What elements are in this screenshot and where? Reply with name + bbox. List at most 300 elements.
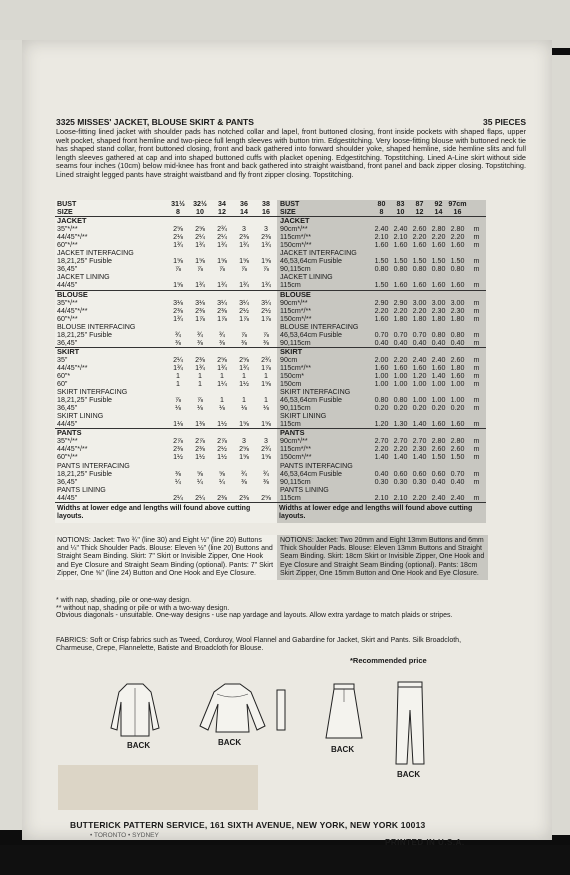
bust-row	[277, 200, 486, 208]
unit-spacer	[467, 208, 486, 216]
row-label: 35"*/**	[57, 437, 78, 446]
yardage-value: 3	[264, 225, 268, 234]
yardage-value: ¼	[219, 477, 225, 486]
row-label: JACKET LINING	[57, 273, 110, 282]
yardage-value: 2⅝	[173, 225, 183, 234]
yardage-value: 1.60	[450, 241, 465, 250]
row-label: 60"*/**	[57, 453, 78, 462]
yardage-value: 1.50	[374, 257, 389, 266]
yardage-value: 2⅛	[173, 233, 183, 242]
unit: m	[473, 314, 480, 323]
unit: m	[473, 445, 480, 454]
unit: m	[473, 477, 480, 486]
yardage-value: 0.30	[412, 477, 427, 486]
row-label: 35"	[57, 355, 68, 364]
row-label: 115cm*/**	[280, 445, 312, 454]
size-value: 10	[196, 208, 204, 217]
yardage-value: 2⅜	[217, 493, 227, 502]
yardage-value: 0.80	[431, 265, 446, 274]
yardage-value: ⅜	[197, 338, 203, 347]
unit: m	[473, 380, 480, 389]
row-label: 150cm*/**	[280, 241, 312, 250]
yardage-value: 2.10	[393, 493, 408, 502]
yardage-value: ⅞	[175, 396, 181, 405]
yardage-value: 0.80	[431, 330, 446, 339]
yardage-value: 1½	[239, 380, 249, 389]
diagonals-note: Obvious diagonals - unsuitable. One-way designs - use nap yardage and layouts. Allow extra yardage to match plaids or stripes.	[56, 612, 453, 619]
yardage-value: ¾	[197, 330, 203, 339]
notions-metric: NOTIONS: Jacket: Two 20mm and Eight 13mm Buttons and 6mm Thick Shoulder Pads. Blouse: Eleven 13mm Buttons and Straight Seam Binding. Skirt: 18cm Skirt or Invisible Zipper, One Hook and Eye Closure and Straight Seam Binding (optional). Pants: 18cm Skirt Zipper, One 15mm Button and One Hook and Eye Closure.	[277, 535, 488, 580]
yardage-value: 2⅝	[217, 355, 227, 364]
yardage-value: 2.80	[450, 437, 465, 446]
row-label: 35"*/**	[57, 225, 78, 234]
yardage-value: 1⅝	[261, 453, 271, 462]
unit: m	[473, 355, 480, 364]
yardage-value: 2⅝	[261, 493, 271, 502]
yardage-value: ¾	[263, 469, 269, 478]
row-label: SKIRT	[280, 347, 303, 356]
yardage-value: 1¾	[173, 241, 183, 250]
yardage-value: 1¾	[217, 281, 227, 290]
yardage-value: 2.70	[393, 437, 408, 446]
yardage-value: 0.70	[450, 469, 465, 478]
bust-label: BUST	[57, 200, 77, 208]
yardage-value: 1.60	[393, 281, 408, 290]
yardage-value: ⅞	[219, 265, 225, 274]
row-label: 115cm	[280, 281, 301, 290]
yardage-value: 2.20	[393, 306, 408, 315]
size-value: 16	[453, 208, 462, 217]
unit-spacer	[467, 200, 486, 208]
row-label: 36,45"	[57, 477, 78, 486]
footnote-nap: * with nap, shading, pile or one-way design.	[56, 597, 192, 604]
yardage-value: 3⅛	[173, 298, 183, 307]
yardage-row	[55, 315, 277, 323]
address-line: • TORONTO • SYDNEY	[90, 832, 159, 839]
yardage-value: ⅜	[241, 477, 247, 486]
row-label: JACKET	[280, 217, 310, 226]
yardage-value: 3	[242, 225, 246, 234]
yardage-value: 2¼	[195, 493, 205, 502]
section-row	[277, 347, 486, 356]
bust-value: 32½	[193, 200, 207, 208]
yardage-value: 2⅞	[217, 437, 227, 446]
row-label: 150cm*	[280, 371, 305, 380]
section-row	[277, 290, 486, 299]
yardage-value: 1.00	[374, 380, 389, 389]
yardage-value: 1¾	[217, 363, 227, 372]
row-label: 36,45"	[57, 404, 78, 413]
fabrics-note: FABRICS: Soft or Crisp fabrics such as Tweed, Corduroy, Wool Flannel and Gabardine for Jacket, Skirt and Pants. Silk Broadcloth, Charmeuse, Crepe, Flannelette, Batiste and Broadcloth for Blouse.	[56, 637, 462, 653]
widths-note: Widths at lower edge and lengths will found above cutting layouts.	[55, 502, 277, 523]
yardage-value: 0.40	[374, 338, 389, 347]
yardage-value: 0.20	[450, 404, 465, 413]
yardage-value: 0.40	[374, 469, 389, 478]
yardage-value: 1½	[195, 453, 205, 462]
row-label: 44/45"	[57, 281, 78, 290]
yardage-value: ⅞	[175, 265, 181, 274]
bust-row	[55, 200, 277, 208]
yardage-value: 2.30	[412, 445, 427, 454]
yardage-value: 2⅝	[239, 445, 249, 454]
yardage-value: 2.40	[374, 225, 389, 234]
yardage-value: 1	[198, 380, 202, 389]
yardage-row	[55, 445, 277, 453]
yardage-value: 1.60	[393, 241, 408, 250]
row-label: BLOUSE	[280, 290, 311, 299]
yardage-value: 2.40	[450, 493, 465, 502]
row-label: 36,45"	[57, 338, 78, 347]
yardage-value: 2.20	[412, 306, 427, 315]
yardage-value: 2¼	[195, 233, 205, 242]
yardage-value: ⅛	[197, 404, 203, 413]
yardage-value: 2.60	[412, 225, 427, 234]
yardage-row	[55, 249, 277, 257]
row-label: 18,21,25" Fusible	[57, 257, 112, 266]
yardage-value: ⅛	[241, 404, 247, 413]
yardage-value: 1.60	[450, 281, 465, 290]
yardage-row	[55, 478, 277, 486]
yardage-value: 2½	[217, 445, 227, 454]
yardage-value: 0.20	[431, 404, 446, 413]
row-label: 44/45"*/**	[57, 233, 88, 242]
row-label: 60"*	[57, 371, 71, 380]
row-label: 115cm*/**	[280, 233, 312, 242]
yardage-value: 1⅞	[261, 314, 271, 323]
yardage-value: ¼	[175, 477, 181, 486]
jacket-back-sketch	[105, 680, 165, 740]
yardage-row	[277, 323, 486, 331]
row-label: 115cm*/**	[280, 306, 312, 315]
size-value: 14	[434, 208, 443, 217]
yardage-value: 1.60	[412, 241, 427, 250]
yardage-value: 2⅜	[217, 306, 227, 315]
yardage-value: 2.80	[431, 437, 446, 446]
unit: m	[473, 493, 480, 502]
size-value: 10	[396, 208, 405, 217]
yardage-value: 1.00	[450, 396, 465, 405]
yardage-value: 1.40	[431, 371, 446, 380]
yardage-value: 3.00	[431, 298, 446, 307]
unit: m	[473, 330, 480, 339]
size-value: 8	[379, 208, 384, 217]
row-label: 46,53,64cm Fusible	[280, 469, 342, 478]
yardage-value: 1½	[173, 453, 183, 462]
section-row	[55, 290, 277, 299]
yardage-value: 2.20	[431, 233, 446, 242]
yardage-value: 0.20	[412, 404, 427, 413]
row-label: 115cm	[280, 420, 301, 429]
row-label: 18,21,25" Fusible	[57, 330, 112, 339]
yardage-value: 3.00	[412, 298, 427, 307]
yardage-row	[277, 437, 486, 445]
yardage-value: 3	[242, 437, 246, 446]
yardage-value: 1⅛	[173, 420, 183, 429]
yardage-value: 1.60	[431, 281, 446, 290]
yardage-value: 0.40	[412, 338, 427, 347]
yardage-value: 2.00	[374, 355, 389, 364]
bust-value: 92	[434, 200, 443, 208]
price-stain	[58, 765, 258, 810]
yardage-value: 1.50	[450, 257, 465, 266]
row-label: 18,21,25" Fusible	[57, 469, 112, 478]
yardage-value: 1¾	[195, 281, 205, 290]
yardage-value: 1.30	[393, 420, 408, 429]
size-row	[277, 208, 486, 216]
bust-value: 97cm	[448, 200, 467, 208]
yardage-value: 1⅞	[261, 363, 271, 372]
yardage-row	[277, 315, 486, 323]
yardage-value: 2.80	[450, 225, 465, 234]
row-label: JACKET	[57, 217, 87, 226]
yardage-value: 1⅝	[261, 257, 271, 266]
yardage-value: ⅞	[197, 265, 203, 274]
yardage-value: 0.80	[450, 330, 465, 339]
yardage-value: 2.40	[431, 355, 446, 364]
section-row	[55, 428, 277, 437]
yardage-value: 0.70	[412, 330, 427, 339]
yardage-value: 1⅝	[173, 281, 183, 290]
yardage-value: 1¼	[217, 380, 227, 389]
yardage-value: 1.60	[431, 420, 446, 429]
yardage-value: 1⅝	[239, 420, 249, 429]
yardage-row	[277, 404, 486, 412]
yardage-row	[277, 339, 486, 347]
yardage-value: ⅞	[263, 265, 269, 274]
yardage-value: 1⅝	[217, 257, 227, 266]
pants-back-sketch	[388, 680, 433, 768]
row-label: 46,53,64cm Fusible	[280, 330, 342, 339]
yardage-value: 2.40	[431, 493, 446, 502]
notions-inches: NOTIONS: Jacket: Two ¾" (line 30) and Eight ½" (line 20) Buttons and ¼" Thick Shoulder Pads. Blouse: Eleven ½" (line 20) Buttons and Straight Seam Binding. Skirt: 7" Skirt or Invisible Zipper, One Hook and Eye Closure and Straight Seam Binding (optional). Pants: 7" Skirt Zipper, One ⅝" (line 24) Button and One Hook and Eye Closure.	[55, 535, 277, 580]
unit: m	[473, 257, 480, 266]
yardage-row	[55, 257, 277, 265]
yardage-value: 1.50	[431, 453, 446, 462]
yardage-value: 1	[176, 371, 180, 380]
yardage-value: 1	[264, 396, 268, 405]
unit: m	[473, 371, 480, 380]
yardage-value: 2.20	[450, 233, 465, 242]
unit: m	[473, 265, 480, 274]
yardage-row	[55, 241, 277, 249]
yardage-row	[277, 486, 486, 494]
yardage-value: 1⅝	[239, 257, 249, 266]
size-value: 12	[218, 208, 226, 217]
yardage-row	[55, 331, 277, 339]
yardage-value: 1.50	[393, 257, 408, 266]
yardage-row	[277, 299, 486, 307]
yardage-row	[277, 241, 486, 249]
yardage-row	[277, 225, 486, 233]
section-row	[55, 347, 277, 356]
yardage-value: 0.20	[393, 404, 408, 413]
yardage-row	[55, 420, 277, 428]
yardage-value: 1.50	[374, 281, 389, 290]
pattern-title: MISSES' JACKET, BLOUSE SKIRT & PANTS	[77, 117, 254, 127]
yardage-value: 1.20	[412, 371, 427, 380]
yardage-value: 1⅝	[173, 257, 183, 266]
yardage-value: 2.20	[412, 233, 427, 242]
yardage-value: 0.80	[393, 396, 408, 405]
yardage-row	[55, 364, 277, 372]
row-label: 150cm*/**	[280, 453, 312, 462]
yardage-value: 2⅜	[239, 233, 249, 242]
yardage-value: 0.80	[393, 265, 408, 274]
yardage-value: 2.10	[374, 233, 389, 242]
yardage-value: 1.80	[412, 314, 427, 323]
yardage-row	[277, 445, 486, 453]
yardage-row	[55, 299, 277, 307]
yardage-value: 2¾	[261, 445, 271, 454]
yardage-value: 1	[176, 380, 180, 389]
yardage-value: 1	[242, 371, 246, 380]
yardage-row	[277, 462, 486, 470]
yardage-row	[277, 364, 486, 372]
bust-value: 38	[262, 200, 270, 208]
yardage-value: 3¼	[261, 298, 271, 307]
unit: m	[473, 233, 480, 242]
row-label: BLOUSE INTERFACING	[57, 322, 136, 331]
yardage-value: 1.00	[431, 396, 446, 405]
size-value: 8	[176, 208, 180, 217]
unit: m	[473, 396, 480, 405]
yardage-value: 3	[264, 437, 268, 446]
yardage-value: 2.90	[374, 298, 389, 307]
yardage-value: 0.30	[374, 477, 389, 486]
yardage-value: 3¼	[217, 298, 227, 307]
yardage-value: 2.20	[412, 493, 427, 502]
row-label: 150cm*/**	[280, 314, 312, 323]
yardage-value: 1.50	[450, 453, 465, 462]
yardage-value: 1.00	[393, 380, 408, 389]
yardage-value: 1.80	[431, 314, 446, 323]
yardage-value: 2⅜	[195, 355, 205, 364]
yardage-row	[277, 356, 486, 364]
yardage-value: 0.80	[374, 265, 389, 274]
back-label-pants: BACK	[397, 770, 421, 779]
yardage-value: 0.60	[393, 469, 408, 478]
yardage-row	[277, 494, 486, 502]
yardage-value: ⅝	[197, 469, 203, 478]
yardage-value: 2.70	[374, 437, 389, 446]
yardage-value: ¾	[175, 330, 181, 339]
yardage-row	[55, 453, 277, 461]
yardage-row	[277, 388, 486, 396]
footnote-without-nap: ** without nap, shading or pile or with a two-way design.	[56, 605, 230, 613]
size-label: SIZE	[57, 208, 73, 217]
row-label: 90,115cm	[280, 404, 311, 413]
yardage-value: ⅞	[263, 330, 269, 339]
pattern-number: 3325	[56, 117, 75, 127]
row-label: 44/45"*/**	[57, 306, 88, 315]
yardage-value: 1.60	[450, 371, 465, 380]
size-row	[55, 208, 277, 216]
yardage-row	[277, 412, 486, 420]
yardage-value: 2.20	[393, 355, 408, 364]
publisher-line: BUTTERICK PATTERN SERVICE, 161 SIXTH AVENUE, NEW YORK, NEW YORK 10013	[70, 820, 426, 830]
yardage-value: ¾	[241, 469, 247, 478]
yardage-value: 1.80	[393, 314, 408, 323]
yardage-value: ⅞	[197, 396, 203, 405]
row-label: 46,53,64cm Fusible	[280, 396, 342, 405]
yardage-value: 1.60	[374, 241, 389, 250]
yardage-value: 1⅞	[239, 314, 249, 323]
yardage-value: 1.60	[393, 363, 408, 372]
row-label: 44/45"*/**	[57, 363, 88, 372]
section-row	[55, 216, 277, 225]
yardage-value: 2.60	[431, 445, 446, 454]
row-label: SKIRT	[57, 347, 80, 356]
row-label: 60"*/**	[57, 241, 78, 250]
yardage-value: 0.40	[393, 338, 408, 347]
yardage-value: 0.30	[393, 477, 408, 486]
yardage-value: 0.80	[450, 265, 465, 274]
yardage-value: 1¾	[261, 281, 271, 290]
row-label: 44/45"*/**	[57, 445, 88, 454]
yardage-value: 0.40	[450, 338, 465, 347]
yardage-value: 0.40	[431, 338, 446, 347]
yardage-row	[277, 396, 486, 404]
yardage-value: 1.50	[412, 257, 427, 266]
yardage-value: 2⅝	[239, 355, 249, 364]
bust-value: 83	[396, 200, 405, 208]
yardage-table-inches	[55, 200, 277, 523]
row-label: 44/45"	[57, 420, 78, 429]
waistband-sketch	[274, 688, 288, 733]
yardage-value: ¾	[219, 330, 225, 339]
unit: m	[473, 338, 480, 347]
yardage-row	[55, 273, 277, 281]
yardage-value: 2.60	[450, 355, 465, 364]
recommended-price: *Recommended price	[350, 656, 427, 665]
yardage-value: 1.00	[393, 371, 408, 380]
yardage-value: ⅛	[219, 404, 225, 413]
yardage-value: 1.50	[431, 257, 446, 266]
unit: m	[473, 225, 480, 234]
yardage-value: 1.60	[374, 314, 389, 323]
yardage-value: 1¾	[195, 241, 205, 250]
yardage-value: 1.00	[412, 396, 427, 405]
pieces-count: 35 PIECES	[483, 117, 526, 127]
yardage-value: 2⅜	[239, 493, 249, 502]
yardage-value: ¼	[197, 477, 203, 486]
row-label: 90cm	[280, 355, 298, 364]
yardage-value: 2.90	[393, 298, 408, 307]
yardage-row	[277, 273, 486, 281]
yardage-value: 2⅞	[173, 437, 183, 446]
yardage-value: 2⅜	[173, 306, 183, 315]
yardage-row	[55, 380, 277, 388]
yardage-row	[277, 478, 486, 486]
yardage-value: 2¼	[217, 233, 227, 242]
yardage-value: 1	[220, 396, 224, 405]
yardage-row	[55, 388, 277, 396]
yardage-value: ⅜	[175, 338, 181, 347]
yardage-row	[277, 420, 486, 428]
row-label: PANTS LINING	[280, 485, 329, 494]
yardage-row	[55, 396, 277, 404]
row-label: 90,115cm	[280, 338, 311, 347]
yardage-row	[55, 356, 277, 364]
yardage-row	[55, 486, 277, 494]
yardage-row	[55, 307, 277, 315]
yardage-value: 2¾	[217, 225, 227, 234]
yardage-value: 2.40	[412, 355, 427, 364]
yardage-value: 1½	[217, 453, 227, 462]
yardage-value: ⅜	[263, 477, 269, 486]
row-label: 90cm*/**	[280, 225, 308, 234]
yardage-row	[277, 249, 486, 257]
